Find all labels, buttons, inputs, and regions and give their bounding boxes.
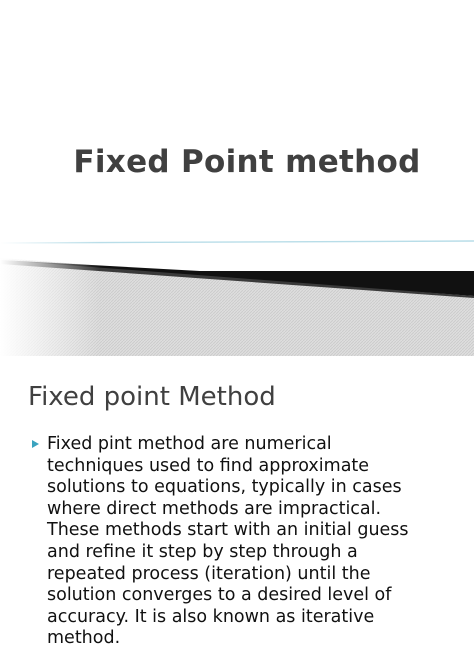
bullet-item [30, 434, 450, 650]
bullet-text: Fixed pint method are numerical techniques used to find approximate solutions to equations, typically in cases where direct methods are impractical. These methods start with an initial guess and refine it step by step through a repeated process (iteration) until the solution converges to a desired level of accuracy. It is also known as iterative method. [47, 434, 409, 649]
content-slide [0, 356, 474, 649]
banner-graphic [0, 236, 474, 356]
slide-heading: Fixed point Method [28, 382, 276, 412]
bullet-arrow-icon [32, 440, 39, 448]
slide-title: Fixed Point method [73, 144, 421, 180]
